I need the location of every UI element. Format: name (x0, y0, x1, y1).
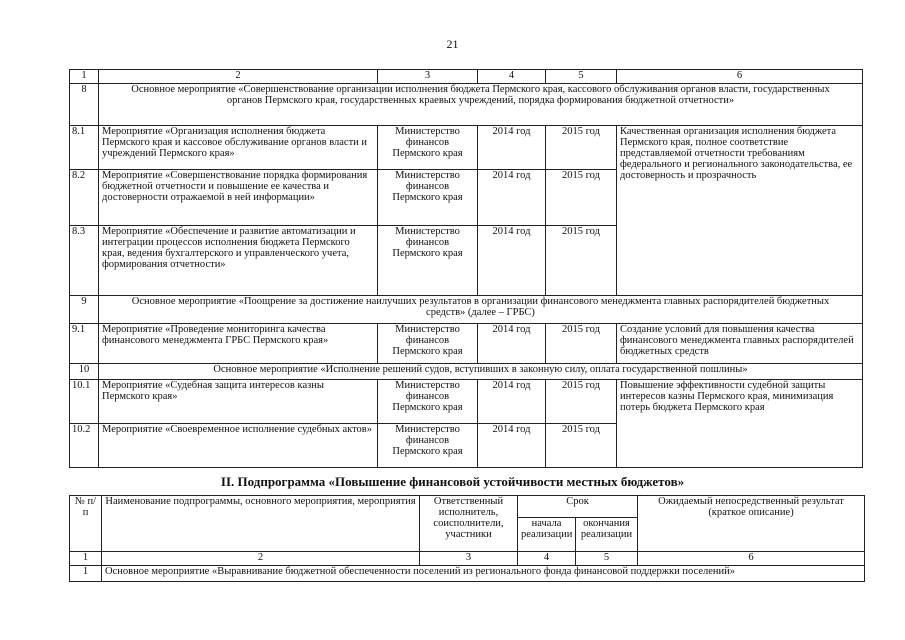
header-start: начала реализации (518, 518, 576, 552)
header-cell: 6 (617, 70, 863, 84)
header-cell: 1 (70, 552, 102, 566)
main-measure: Основное мероприятие «Выравнивание бюджетной обеспеченности поселений из регионального фонда финансовой поддержки поселений» (102, 566, 865, 582)
row-number: 8.3 (70, 226, 99, 296)
end-year: 2015 год (546, 126, 617, 170)
header-number: № п/п (70, 496, 102, 552)
end-year: 2015 год (546, 170, 617, 226)
row-number: 8.2 (70, 170, 99, 226)
executor: Министерство финансов Пермского края (378, 424, 478, 468)
header-cell: 6 (638, 552, 865, 566)
executor: Министерство финансов Пермского края (378, 226, 478, 296)
row-number: 10.1 (70, 380, 99, 424)
row-number: 9 (70, 296, 99, 324)
executor: Министерство финансов Пермского края (378, 380, 478, 424)
header-cell: 5 (576, 552, 638, 566)
executor: Министерство финансов Пермского края (378, 170, 478, 226)
table-row (70, 84, 863, 126)
table-header-row (70, 496, 865, 518)
table-row (70, 324, 863, 364)
start-year: 2014 год (478, 126, 546, 170)
measure-name: Мероприятие «Судебная защита интересов казны Пермского края» (99, 380, 378, 424)
header-cell: 4 (478, 70, 546, 84)
header-cell: 2 (102, 552, 420, 566)
row-number: 8 (70, 84, 99, 126)
row-number: 8.1 (70, 126, 99, 170)
start-year: 2014 год (478, 424, 546, 468)
measure-name: Мероприятие «Своевременное исполнение судебных актов» (99, 424, 378, 468)
end-year: 2015 год (546, 424, 617, 468)
row-number: 10.2 (70, 424, 99, 468)
table-row (70, 566, 865, 582)
header-result: Ожидаемый непосредственный результат (краткое описание) (638, 496, 865, 552)
header-cell: 4 (518, 552, 576, 566)
row-number: 10 (70, 364, 99, 380)
main-measure: Основное мероприятие «Исполнение решений судов, вступивших в законную силу, оплата государственной пошлины» (99, 364, 863, 380)
expected-result: Качественная организация исполнения бюджета Пермского края, полное соответствие представляемой отчетности требованиям федерального и регионального законодательства, ее достоверность и прозрачность (617, 126, 863, 296)
table-row (70, 364, 863, 380)
header-cell: 3 (378, 70, 478, 84)
header-term: Срок (518, 496, 638, 518)
page-number: 21 (446, 37, 459, 51)
start-year: 2014 год (478, 226, 546, 296)
main-measure: Основное мероприятие «Совершенствование организации исполнения бюджета Пермского края, кассового обслуживания органов власти, государственных органов Пермского края, государственных краевых учреждений, порядка формирования бюджетной отчетности» (99, 84, 863, 126)
header-end: окончания реализации (576, 518, 638, 552)
row-number: 1 (70, 566, 102, 582)
table-number-row (70, 552, 865, 566)
executor: Министерство финансов Пермского края (378, 324, 478, 364)
expected-result: Создание условий для повышения качества финансового менеджмента главных распорядителей бюджетных средств (617, 324, 863, 364)
start-year: 2014 год (478, 170, 546, 226)
end-year: 2015 год (546, 324, 617, 364)
table-header-row (70, 70, 863, 84)
executor: Министерство финансов Пермского края (378, 126, 478, 170)
header-cell: 3 (420, 552, 518, 566)
measure-name: Мероприятие «Обеспечение и развитие автоматизации и интеграции процессов исполнения бюджета Пермского края, ведения бухгалтерского и управленческого учета, формирования отчетности» (99, 226, 378, 296)
subprogram-table (69, 495, 865, 582)
header-executor: Ответственный исполнитель, соисполнители, участники (420, 496, 518, 552)
table-row (70, 296, 863, 324)
end-year: 2015 год (546, 226, 617, 296)
measure-name: Мероприятие «Совершенствование порядка формирования бюджетной отчетности и повышение ее качества и достоверности отражаемой в ней информации» (99, 170, 378, 226)
end-year: 2015 год (546, 380, 617, 424)
measures-table (69, 69, 863, 468)
table-row (70, 380, 863, 424)
header-cell: 1 (70, 70, 99, 84)
main-measure: Основное мероприятие «Поощрение за достижение наилучших результатов в организации финансового менеджмента главных распорядителей бюджетных средств» (далее – ГРБС) (99, 296, 863, 324)
header-cell: 2 (99, 70, 378, 84)
expected-result: Повышение эффективности судебной защиты интересов казны Пермского края, минимизация потерь бюджета Пермского края (617, 380, 863, 468)
measure-name: Мероприятие «Организация исполнения бюджета Пермского края и кассовое обслуживание органов власти и учреждений Пермского края» (99, 126, 378, 170)
measure-name: Мероприятие «Проведение мониторинга качества финансового менеджмента ГРБС Пермского края» (99, 324, 378, 364)
start-year: 2014 год (478, 324, 546, 364)
row-number: 9.1 (70, 324, 99, 364)
header-cell: 5 (546, 70, 617, 84)
section-title: II. Подпрограмма «Повышение финансовой устойчивости местных бюджетов» (220, 474, 685, 489)
start-year: 2014 год (478, 380, 546, 424)
header-name: Наименование подпрограммы, основного мероприятия, мероприятия (102, 496, 420, 552)
table-row (70, 126, 863, 170)
